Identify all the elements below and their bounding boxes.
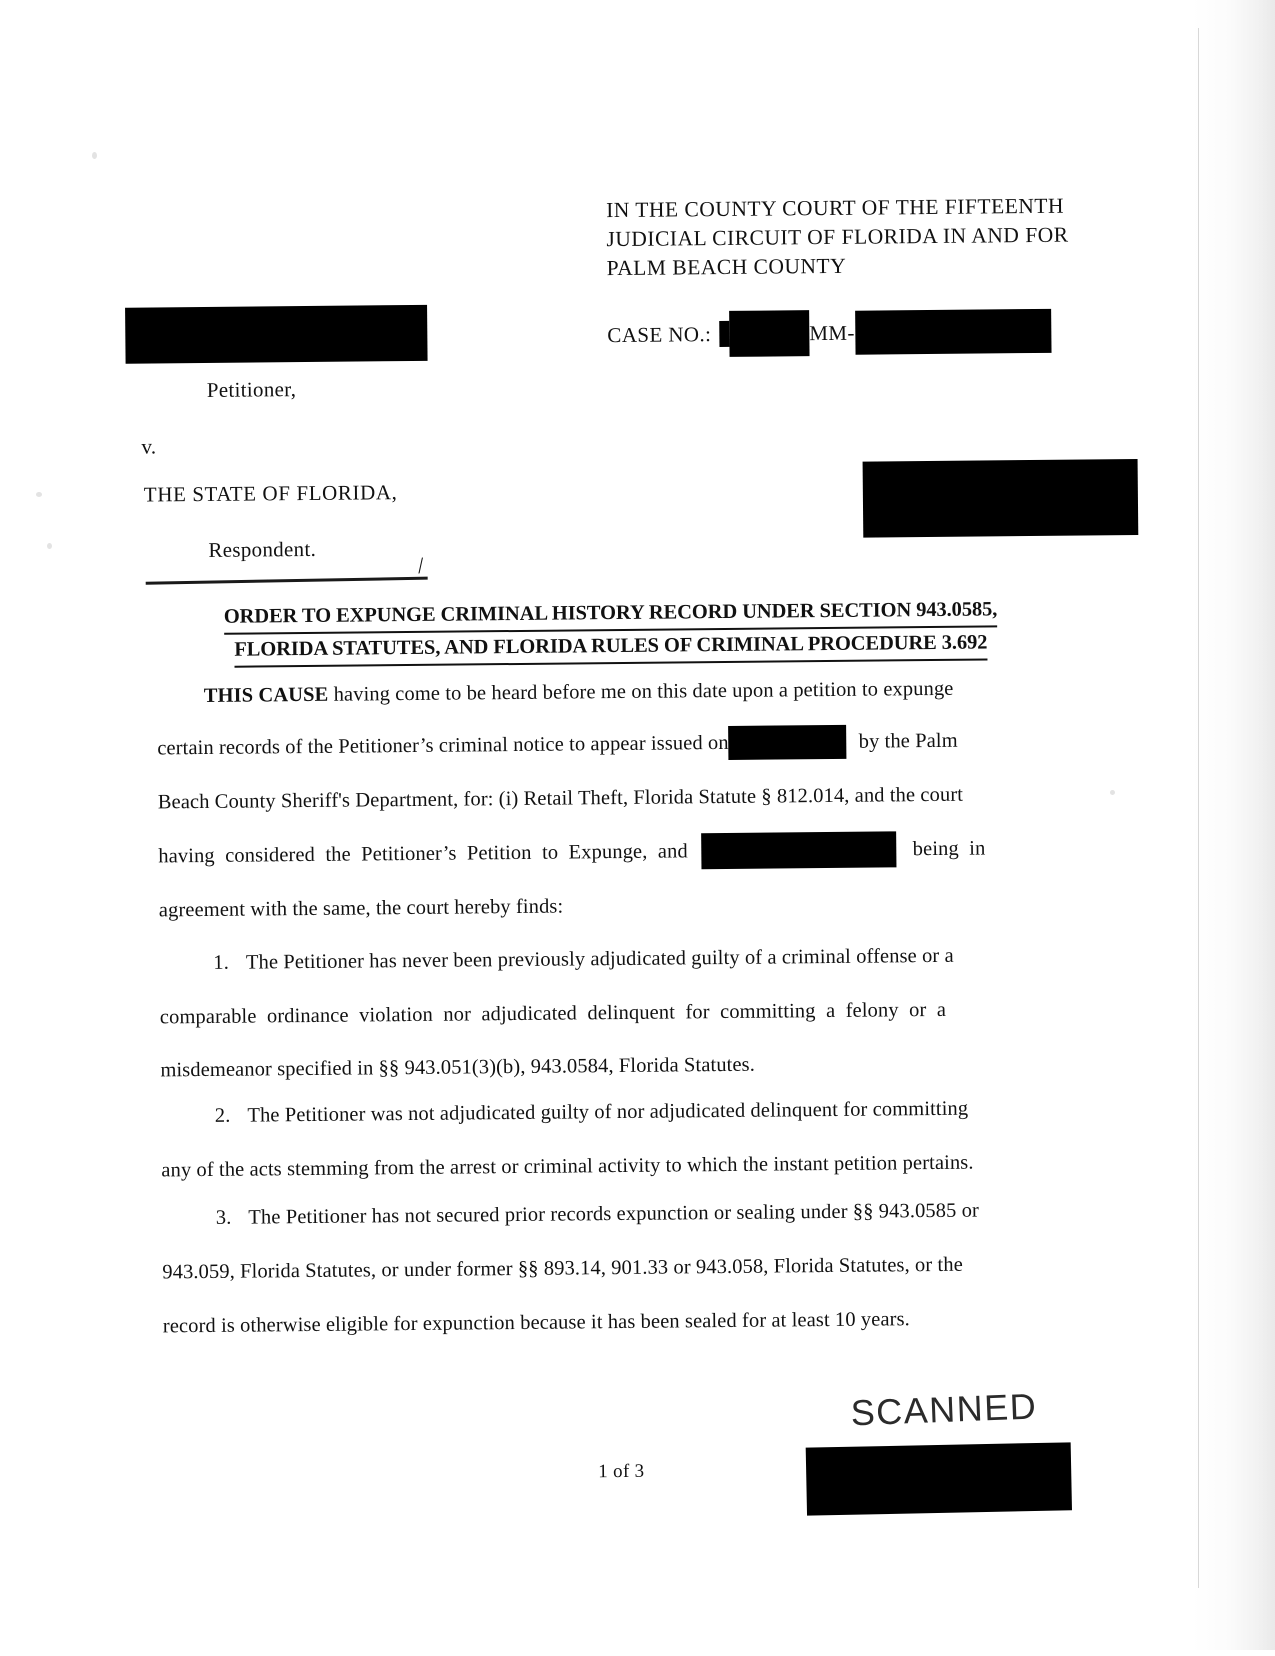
preamble-line-2-before: certain records of the Petitioner’s criminal notice to appear issued on	[157, 731, 729, 759]
petitioner-label: Petitioner,	[206, 377, 297, 402]
respondent-name: THE STATE OF FLORIDA,	[143, 480, 398, 507]
preamble-line-2	[157, 726, 1057, 763]
preamble-line-4-before: having considered the Petitioner’s Petition to Expunge, and	[158, 839, 688, 867]
finding-1-line-1	[213, 940, 1113, 977]
finding-1-number: 1.	[213, 951, 230, 974]
case-number-label: CASE NO.:	[607, 321, 712, 347]
finding-1-line-2: comparable ordinance violation nor adjudicated delinquent for committing a felony or a	[159, 998, 947, 1028]
document-title-line-2: FLORIDA STATUTES, AND FLORIDA RULES OF CRIMINAL PROCEDURE 3.692	[234, 627, 987, 667]
this-cause-lead: THIS CAUSE	[203, 683, 329, 707]
redaction-date-issued	[729, 725, 847, 760]
redaction-stamp-block	[806, 1442, 1072, 1515]
preamble-line-2-after: by the Palm	[858, 729, 958, 753]
preamble-line-4-after: being in	[912, 836, 986, 860]
court-heading: IN THE COUNTY COURT OF THE FIFTEENTH JUDICIAL CIRCUIT OF FLORIDA IN AND FOR PALM BEACH COUNTY	[606, 193, 1069, 281]
preamble-line-5: agreement with the same, the court hereby finds:	[158, 895, 564, 921]
document-title-line-1: ORDER TO EXPUNGE CRIMINAL HISTORY RECORD UNDER SECTION 943.0585,	[224, 594, 998, 634]
finding-2-number: 2.	[214, 1104, 231, 1127]
finding-3-line-1-text: The Petitioner has not secured prior records expunction or sealing under §§ 943.0585 or	[248, 1199, 980, 1229]
finding-2-line-1	[215, 1093, 1115, 1130]
case-number-mm-label: MM-	[809, 320, 855, 345]
finding-1-line-1-text: The Petitioner has never been previously adjudicated guilty of a criminal offense or a	[245, 944, 954, 974]
preamble-line-4	[158, 834, 1058, 871]
finding-3-number: 3.	[215, 1206, 232, 1229]
scanned-stamp: SCANNED	[849, 1385, 1038, 1434]
versus-label: v.	[141, 434, 157, 459]
finding-1-line-3: misdemeanor specified in §§ 943.051(3)(b), 943.0584, Florida Statutes.	[160, 1053, 756, 1081]
redaction-state-agreement	[702, 831, 897, 869]
finding-3-line-3: record is otherwise eligible for expunction because it has been sealed for at least 10 years.	[162, 1307, 910, 1337]
preamble-line-1-rest: having come to be heard before me on this date upon a petition to expunge	[328, 677, 954, 706]
page-number-footer: 1 of 3	[598, 1460, 645, 1483]
caption-slash: /	[416, 552, 426, 579]
finding-3-line-2: 943.059, Florida Statutes, or under former §§ 893.14, 901.33 or 943.058, Florida Statutes, or the	[162, 1253, 963, 1283]
preamble-line-1	[204, 673, 1104, 710]
preamble-line-3: Beach County Sheriff's Department, for: (i) Retail Theft, Florida Statute § 812.014, and the court	[157, 783, 964, 813]
finding-3-line-1	[216, 1195, 1116, 1232]
respondent-label: Respondent.	[208, 536, 317, 562]
finding-2-line-1-text: The Petitioner was not adjudicated guilty of nor adjudicated delinquent for committing	[247, 1097, 969, 1127]
finding-2-line-2: any of the acts stemming from the arrest or criminal activity to which the instant petition pertains.	[161, 1151, 974, 1181]
